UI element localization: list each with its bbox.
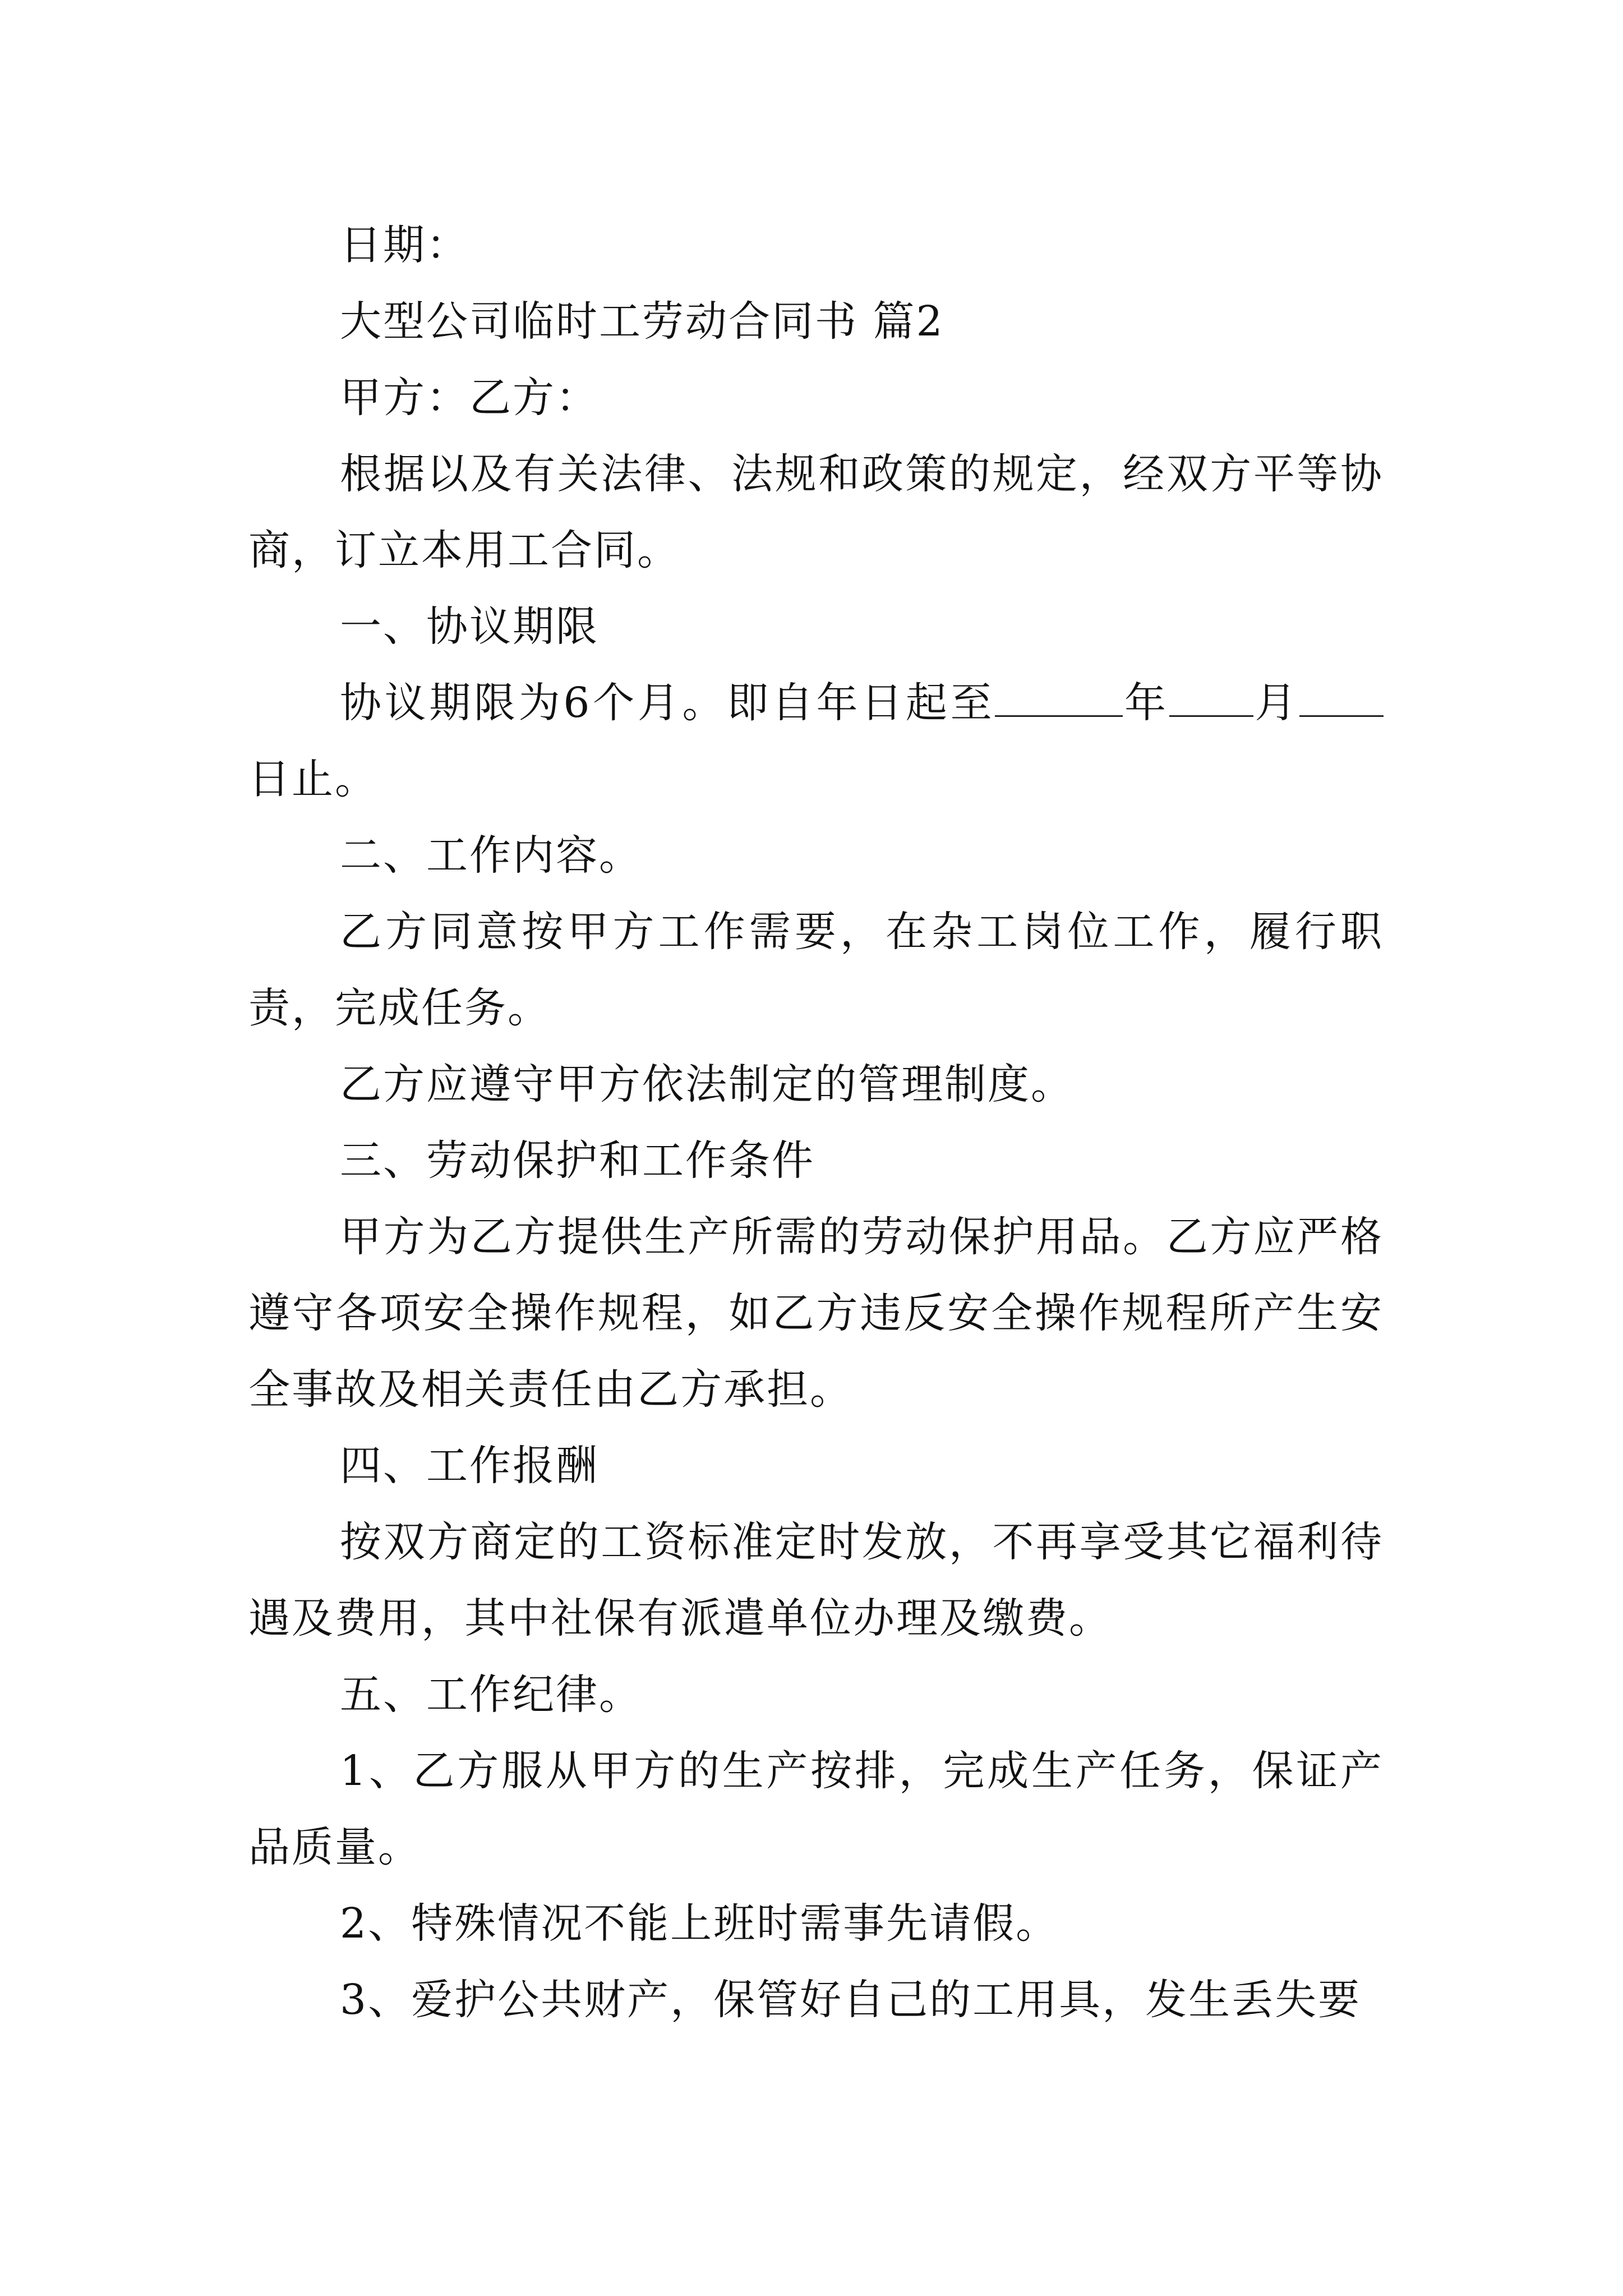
section-5-item-2: 2、特殊情况不能上班时需事先请假。 [340, 1899, 1059, 1948]
term-end-text: 日止。 [248, 755, 378, 803]
year-label: 年 [1123, 679, 1169, 727]
section-3-heading: 三、劳动保护和工作条件 [340, 1137, 815, 1185]
intro-paragraph: 根据以及有关法律、法规和政策的规定，经双方平等协商，订立本用工合同。 [248, 450, 1384, 574]
year-blank [995, 676, 1123, 717]
contract-title: 大型公司临时工劳动合同书 篇2 [340, 297, 944, 346]
section-2-paragraph-2: 乙方应遵守甲方依法制定的管理制度。 [340, 1060, 1074, 1108]
day-blank [1299, 676, 1384, 717]
section-5-item-1: 1、乙方服从甲方的生产按排，完成生产任务，保证产品质量。 [248, 1747, 1384, 1871]
section-2-heading: 二、工作内容。 [340, 831, 642, 880]
parties-line: 甲方：乙方： [340, 374, 599, 422]
section-4-paragraph-1: 按双方商定的工资标准定时发放，不再享受其它福利待遇及费用，其中社保有派遣单位办理及缴费。 [248, 1518, 1384, 1642]
section-5-heading: 五、工作纪律。 [340, 1671, 642, 1719]
month-label: 月 [1253, 679, 1299, 727]
section-4-heading: 四、工作报酬 [340, 1442, 599, 1490]
section-5-item-3: 3、爱护公共财产，保管好自己的工用具，发生丢失要 [340, 1976, 1362, 2024]
section-1-heading: 一、协议期限 [340, 602, 599, 651]
section-3-paragraph-1: 甲方为乙方提供生产所需的劳动保护用品。乙方应严格遵守各项安全操作规程，如乙方违反安全操作规程所产生安全事故及相关责任由乙方承担。 [248, 1213, 1384, 1414]
section-1-paragraph [248, 665, 1384, 817]
date-label: 日期： [340, 221, 469, 269]
document-body [248, 207, 1384, 2038]
term-text: 协议期限为6个月。即自年日起至 [340, 679, 995, 727]
month-blank [1169, 676, 1253, 717]
section-2-paragraph-1: 乙方同意按甲方工作需要，在杂工岗位工作，履行职责，完成任务。 [248, 908, 1384, 1032]
